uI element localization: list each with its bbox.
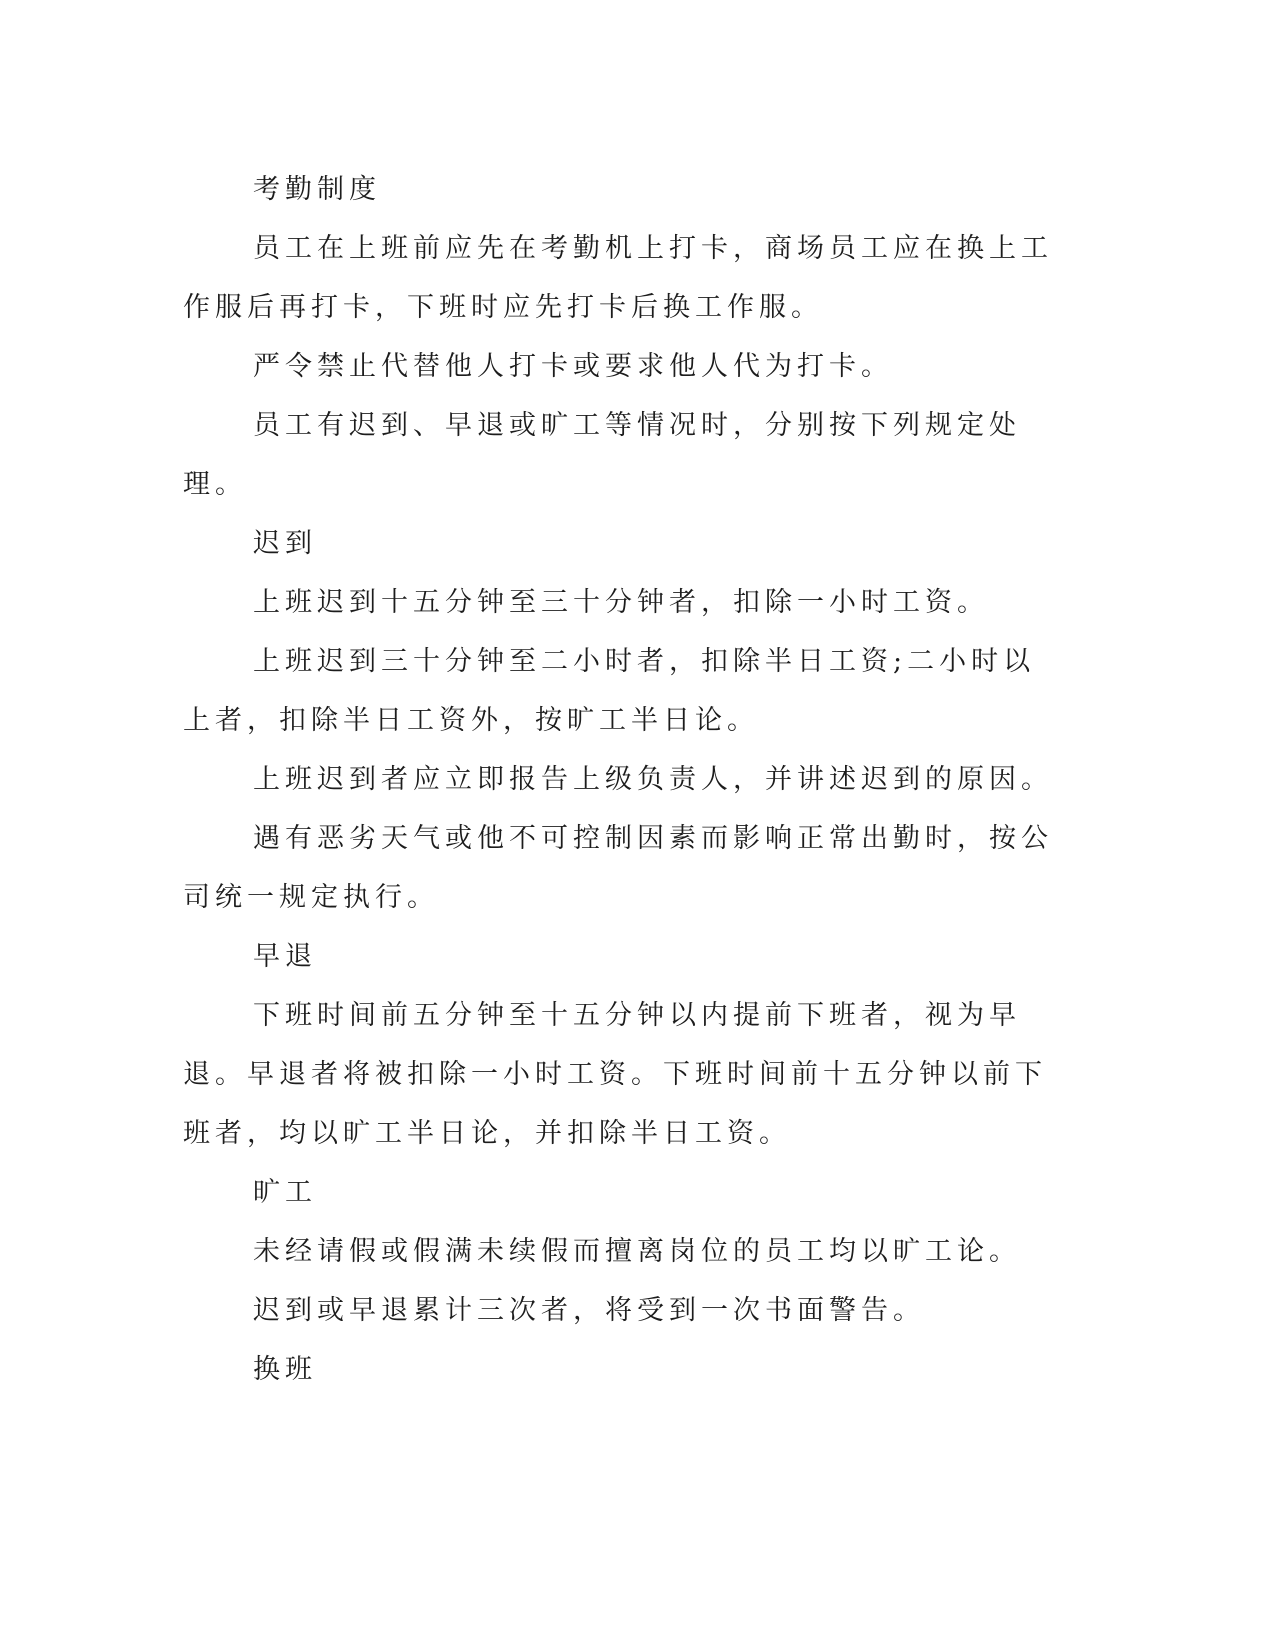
paragraph-early-leave-rules: 下班时间前五分钟至十五分钟以内提前下班者，视为早退。早退者将被扣除一小时工资。下班时间前十五分钟以前下班者，均以旷工半日论，并扣除半日工资。 — [183, 1000, 1047, 1149]
section-heading-shift-change: 换班 — [253, 1354, 317, 1385]
paragraph-late-30-120: 上班迟到三十分钟至二小时者，扣除半日工资;二小时以上者，扣除半日工资外，按旷工半日论。 — [183, 646, 1036, 736]
paragraph-warning: 迟到或早退累计三次者，将受到一次书面警告。 — [253, 1295, 925, 1326]
section-heading-absence: 旷工 — [253, 1177, 317, 1208]
paragraph-absence-definition: 未经请假或假满未续假而擅离岗位的员工均以旷工论。 — [253, 1236, 1021, 1267]
paragraph-rules-intro: 员工有迟到、早退或旷工等情况时，分别按下列规定处理。 — [183, 410, 1021, 500]
paragraph-no-proxy: 严令禁止代替他人打卡或要求他人代为打卡。 — [253, 351, 893, 382]
paragraph-late-report: 上班迟到者应立即报告上级负责人，并讲述迟到的原因。 — [253, 764, 1053, 795]
paragraph-bad-weather: 遇有恶劣天气或他不可控制因素而影响正常出勤时，按公司统一规定执行。 — [183, 823, 1053, 913]
section-heading-late: 迟到 — [253, 528, 317, 559]
section-heading-attendance: 考勤制度 — [253, 174, 381, 205]
paragraph-clock-in: 员工在上班前应先在考勤机上打卡，商场员工应在换上工作服后再打卡，下班时应先打卡后换工作服。 — [183, 233, 1053, 323]
paragraph-late-15-30: 上班迟到十五分钟至三十分钟者，扣除一小时工资。 — [253, 587, 989, 618]
document-body — [183, 160, 1063, 1399]
section-heading-early-leave: 早退 — [253, 941, 317, 972]
